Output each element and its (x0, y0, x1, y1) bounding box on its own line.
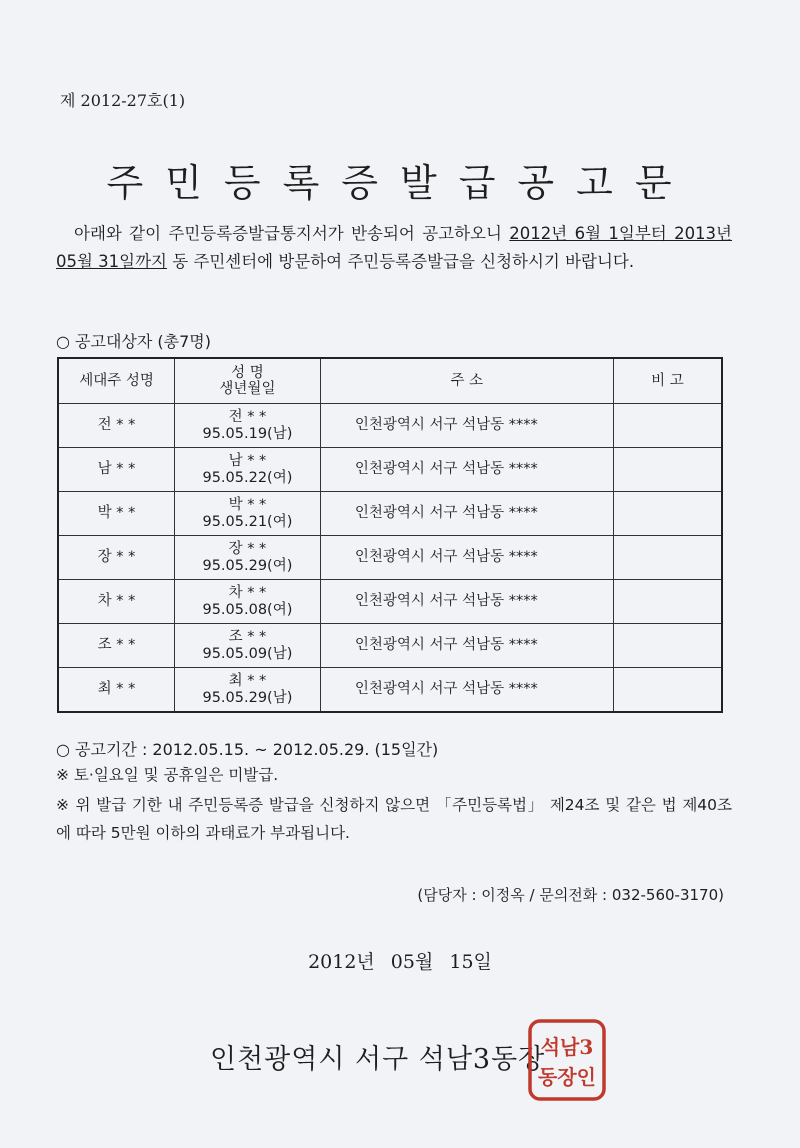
header-householder: 세대주 성명 (58, 358, 175, 404)
header-birth: 생년월일 (219, 381, 276, 397)
remarks-cell (613, 492, 722, 536)
name-birth-cell (175, 492, 321, 536)
remarks-cell (613, 668, 722, 713)
weekend-note: ※ 토·일요일 및 공휴일은 미발급. (56, 766, 279, 784)
table-row (58, 668, 722, 713)
intro-paragraph (56, 220, 732, 276)
remarks-cell (613, 404, 722, 448)
issuer-name: 인천광역시 서구 석남3동장 (210, 1044, 546, 1075)
address-cell: 인천광역시 서구 석남동 **** (320, 492, 613, 536)
name-value: 차 * * (228, 584, 267, 601)
birth-value: 95.05.22(여) (202, 469, 293, 486)
remarks-cell (613, 536, 722, 580)
address-cell: 인천광역시 서구 석남동 **** (320, 624, 613, 668)
notice-title: 주민등록증발급공고문 (106, 161, 694, 205)
name-value: 전 * * (228, 408, 267, 425)
householder-cell: 전 * * (58, 404, 175, 448)
remarks-cell (613, 624, 722, 668)
targets-section-title: ○ 공고대상자 (총7명) (56, 332, 211, 351)
header-name: 성 명 (231, 365, 264, 381)
table-row (58, 624, 722, 668)
intro-text-2: 동 주민센터에 방문하여 주민등록증발급을 신청하시기 바랍니다. (167, 252, 635, 271)
svg-text:석남3: 석남3 (540, 1035, 594, 1059)
table-row (58, 404, 722, 448)
name-value: 박 * * (228, 496, 267, 513)
document-number: 제 2012-27호(1) (60, 91, 186, 110)
remarks-cell (613, 448, 722, 492)
address-cell: 인천광역시 서구 석남동 **** (320, 448, 613, 492)
table-row (58, 448, 722, 492)
householder-cell: 차 * * (58, 580, 175, 624)
householder-cell: 최 * * (58, 668, 175, 713)
name-birth-cell (175, 668, 321, 713)
issue-date: 2012년 05월 15일 (308, 951, 492, 973)
table-row (58, 536, 722, 580)
targets-table (57, 357, 723, 713)
official-seal-icon (527, 1018, 607, 1102)
birth-value: 95.05.21(여) (202, 513, 293, 530)
contact-info: (담당자 : 이정옥 / 문의전화 : 032-560-3170) (417, 886, 724, 904)
address-cell: 인천광역시 서구 석남동 **** (320, 580, 613, 624)
name-value: 남 * * (228, 452, 267, 469)
name-birth-cell (175, 580, 321, 624)
name-birth-cell (175, 448, 321, 492)
notice-period: ○ 공고기간 : 2012.05.15. ~ 2012.05.29. (15일간) (56, 740, 439, 759)
intro-text-1: 아래와 같이 주민등록증발급통지서가 반송되어 공고하오니 (74, 224, 510, 243)
name-birth-cell (175, 404, 321, 448)
table-row (58, 492, 722, 536)
table-row (58, 580, 722, 624)
householder-cell: 남 * * (58, 448, 175, 492)
name-value: 조 * * (228, 628, 267, 645)
householder-cell: 박 * * (58, 492, 175, 536)
header-address: 주 소 (320, 358, 613, 404)
name-birth-cell (175, 536, 321, 580)
address-cell: 인천광역시 서구 석남동 **** (320, 404, 613, 448)
address-cell: 인천광역시 서구 석남동 **** (320, 668, 613, 713)
name-value: 최 * * (228, 672, 267, 689)
remarks-cell (613, 580, 722, 624)
birth-value: 95.05.09(남) (202, 645, 293, 662)
table-header-row (58, 358, 722, 404)
svg-text:동장인: 동장인 (538, 1065, 596, 1089)
birth-value: 95.05.29(여) (202, 557, 293, 574)
birth-value: 95.05.19(남) (202, 425, 293, 442)
intro-period-highlight: 2012년 6월 1일부터 2013년 05월 31일까지 (56, 224, 732, 271)
birth-value: 95.05.29(남) (202, 689, 293, 706)
name-value: 장 * * (228, 540, 267, 557)
header-name-birth (175, 358, 321, 404)
householder-cell: 조 * * (58, 624, 175, 668)
householder-cell: 장 * * (58, 536, 175, 580)
address-cell: 인천광역시 서구 석남동 **** (320, 536, 613, 580)
name-birth-cell (175, 624, 321, 668)
header-remarks: 비 고 (613, 358, 722, 404)
birth-value: 95.05.08(여) (202, 601, 293, 618)
penalty-note: ※ 위 발급 기한 내 주민등록증 발급을 신청하지 않으면 「주민등록법」 제24조 및 같은 법 제40조에 따라 5만원 이하의 과태료가 부과됩니다. (56, 796, 732, 842)
